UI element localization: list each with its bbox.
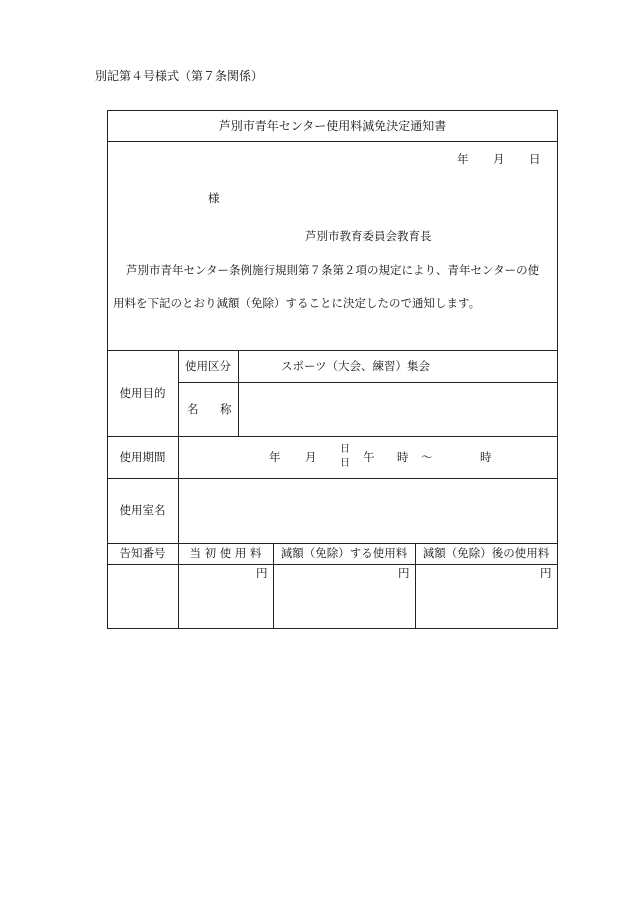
form-reference: 別記第４号様式（第７条関係） bbox=[95, 69, 264, 83]
frame-bottom-border bbox=[107, 628, 558, 629]
title-divider bbox=[107, 141, 558, 142]
category-label: 使用区分 bbox=[185, 359, 231, 373]
room-label: 使用室名 bbox=[119, 503, 166, 517]
document-title: 芦別市青年センター使用料減免決定通知書 bbox=[218, 119, 447, 133]
room-divider bbox=[107, 543, 558, 544]
reduced-amount-label: 減額（免除）する使用料 bbox=[280, 546, 408, 560]
name-label-first-char: 名 bbox=[187, 402, 199, 416]
period-divider bbox=[107, 478, 558, 479]
period-year: 年 bbox=[269, 450, 281, 464]
addressee-suffix: 様 bbox=[208, 191, 220, 205]
category-value: スポーツ（大会、練習）集会 bbox=[281, 359, 431, 373]
period-month: 月 bbox=[305, 450, 317, 464]
issuer-name: 芦別市教育委員会教育長 bbox=[305, 229, 432, 243]
reduced-amount-yen-unit: 円 bbox=[398, 566, 410, 580]
original-fee-yen-unit: 円 bbox=[256, 566, 268, 580]
label-column-divider bbox=[178, 350, 179, 629]
frame-top-border bbox=[107, 110, 558, 111]
period-hour-start: 時 bbox=[397, 450, 409, 464]
notice-number-label: 告知番号 bbox=[119, 546, 166, 560]
date-year: 年 bbox=[457, 152, 469, 166]
purpose-subcolumn-divider bbox=[238, 350, 239, 437]
period-noon: 午 bbox=[363, 450, 375, 464]
notice-body-line-1: 芦別市青年センター条例施行規則第７条第２項の規定により、青年センターの使 bbox=[126, 263, 540, 277]
notice-divider bbox=[107, 350, 558, 351]
period-day-bottom: 日 bbox=[340, 458, 350, 469]
frame-right-border bbox=[557, 110, 558, 629]
notice-body-line-2: 用料を下記のとおり減額（免除）することに決定したので通知します。 bbox=[113, 296, 481, 310]
period-tilde: ～ bbox=[421, 450, 433, 464]
purpose-label: 使用目的 bbox=[119, 386, 166, 400]
name-label-second-char: 称 bbox=[220, 402, 232, 416]
after-reduction-fee-label: 減額（免除）後の使用料 bbox=[422, 546, 550, 560]
period-hour-end: 時 bbox=[480, 450, 492, 464]
date-month: 月 bbox=[493, 152, 505, 166]
category-divider bbox=[178, 382, 558, 383]
after-fee-yen-unit: 円 bbox=[540, 566, 552, 580]
original-fee-label: 当 初 使 用 料 bbox=[189, 546, 262, 560]
date-day: 日 bbox=[529, 152, 541, 166]
fee-header-divider bbox=[107, 564, 558, 565]
period-label: 使用期間 bbox=[119, 450, 166, 464]
period-day-top: 日 bbox=[340, 444, 350, 455]
purpose-divider bbox=[107, 436, 558, 437]
